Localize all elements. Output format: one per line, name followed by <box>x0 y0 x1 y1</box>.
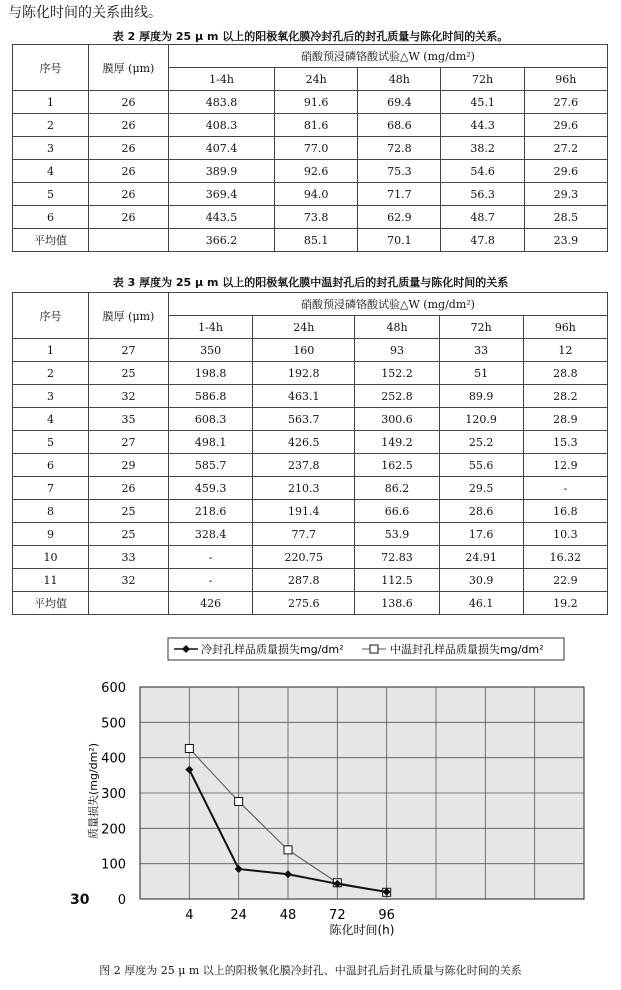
table3-cell-index: 7 <box>13 477 89 500</box>
table2-cell-index: 6 <box>13 206 89 229</box>
table3-cell-value: 191.4 <box>253 500 355 523</box>
table3-cell-index: 4 <box>13 408 89 431</box>
plot-area <box>101 681 584 923</box>
table3-cell-value: 300.6 <box>355 408 439 431</box>
table3-row <box>13 454 608 477</box>
table2-cell-thickness: 26 <box>89 206 169 229</box>
table2-header-time: 24h <box>275 68 358 91</box>
table3-cell-value: 22.9 <box>523 569 607 592</box>
table2-cell-thickness: 26 <box>89 91 169 114</box>
table2-cell-value: 45.1 <box>441 91 524 114</box>
table2-cell-value: 23.9 <box>524 229 607 252</box>
table3-cell-value: 608.3 <box>169 408 253 431</box>
table3-cell-value: 160 <box>253 339 355 362</box>
table2-row <box>13 114 608 137</box>
table3-cell-value: 459.3 <box>169 477 253 500</box>
table2-cell-value: 389.9 <box>169 160 275 183</box>
table2-cell-value: 47.8 <box>441 229 524 252</box>
table3-cell-value: 328.4 <box>169 523 253 546</box>
y-tick-label: 600 <box>101 681 126 696</box>
table3-row <box>13 385 608 408</box>
y-tick-label: 100 <box>101 857 126 873</box>
table2-header-time: 72h <box>441 68 524 91</box>
table3-cell-thickness: 25 <box>89 362 169 385</box>
table3-cell-value: 33 <box>439 339 523 362</box>
table2-cell-value: 56.3 <box>441 183 524 206</box>
table3-cell-value: - <box>523 477 607 500</box>
table3-cell-thickness: 32 <box>89 385 169 408</box>
table3-row <box>13 546 608 569</box>
legend-label-mid: 中温封孔样品质量损失mg/dm² <box>390 643 544 656</box>
table3-cell-thickness: 29 <box>89 454 169 477</box>
table2-cell-thickness <box>89 229 169 252</box>
table3-cell-value: 287.8 <box>253 569 355 592</box>
table2-cell-value: 91.6 <box>275 91 358 114</box>
table3-row <box>13 477 608 500</box>
table2-header-time: 48h <box>358 68 441 91</box>
table3-header-index: 序号 <box>13 293 89 339</box>
table3-row <box>13 500 608 523</box>
table3-cell-value: 55.6 <box>439 454 523 477</box>
legend-marker-mid <box>370 645 378 653</box>
x-tick-label: 96 <box>378 908 395 923</box>
table2-cell-value: 27.2 <box>524 137 607 160</box>
table3-cell-thickness: 35 <box>89 408 169 431</box>
x-axis-label: 陈化时间(h) <box>329 923 395 937</box>
table3-cell-value: 89.9 <box>439 385 523 408</box>
table3-row <box>13 592 608 615</box>
table3-cell-index: 6 <box>13 454 89 477</box>
table2-cell-value: 94.0 <box>275 183 358 206</box>
table3-cell-value: 350 <box>169 339 253 362</box>
y-tick-label: 0 <box>117 893 126 908</box>
table2-cell-value: 54.6 <box>441 160 524 183</box>
table2-cell-value: 71.7 <box>358 183 441 206</box>
table2-header-index: 序号 <box>13 45 89 91</box>
table3-cell-value: 10.3 <box>523 523 607 546</box>
table3-cell-index: 平均值 <box>13 592 89 615</box>
table3-cell-thickness <box>89 592 169 615</box>
table3-header-time: 72h <box>439 316 523 339</box>
table3-row <box>13 408 608 431</box>
table3-cell-value: 463.1 <box>253 385 355 408</box>
y-tick-label: 200 <box>101 822 126 838</box>
table3-cell-value: 24.91 <box>439 546 523 569</box>
table3-cell-thickness: 25 <box>89 523 169 546</box>
table3-caption: 表 3 厚度为 25 μ m 以上的阳极氧化膜中温封孔后的封孔质量与陈化时间的关系 <box>112 276 509 289</box>
table3-cell-value: 138.6 <box>355 592 439 615</box>
table2-cell-value: 29.3 <box>524 183 607 206</box>
table3-cell-index: 3 <box>13 385 89 408</box>
legend-label-cold: 冷封孔样品质量损失mg/dm² <box>201 643 344 656</box>
table3-cell-thickness: 33 <box>89 546 169 569</box>
table3-cell-value: 198.8 <box>169 362 253 385</box>
table3-cell-value: 12.9 <box>523 454 607 477</box>
table3-cell-value: 192.8 <box>253 362 355 385</box>
table3-cell-value: 162.5 <box>355 454 439 477</box>
table3-cell-value: 51 <box>439 362 523 385</box>
table2-cell-value: 38.2 <box>441 137 524 160</box>
intro-text: 与陈化时间的关系曲线。 <box>8 5 162 21</box>
table3-row <box>13 569 608 592</box>
table3-cell-value: 86.2 <box>355 477 439 500</box>
table2-cell-value: 75.3 <box>358 160 441 183</box>
table3-cell-value: 120.9 <box>439 408 523 431</box>
table3-cell-value: 15.3 <box>523 431 607 454</box>
table3-cell-value: 563.7 <box>253 408 355 431</box>
table2-row <box>13 160 608 183</box>
table3-cell-value: - <box>169 546 253 569</box>
table2-cell-value: 68.6 <box>358 114 441 137</box>
table2-cell-value: 77.0 <box>275 137 358 160</box>
table3-cell-value: 152.2 <box>355 362 439 385</box>
y-axis-label: 质量损失(mg/dm²) <box>87 742 100 840</box>
table3-header-time: 96h <box>523 316 607 339</box>
table2-cell-value: 366.2 <box>169 229 275 252</box>
table3-header-time: 1-4h <box>169 316 253 339</box>
y-tick-label: 500 <box>101 716 126 732</box>
table2-cell-value: 407.4 <box>169 137 275 160</box>
line-chart <box>0 630 621 960</box>
table3-cell-thickness: 26 <box>89 477 169 500</box>
table3-cell-index: 10 <box>13 546 89 569</box>
table3-cell-value: 275.6 <box>253 592 355 615</box>
table2-cell-value: 483.8 <box>169 91 275 114</box>
table2-cell-thickness: 26 <box>89 137 169 160</box>
table3-cell-value: 16.32 <box>523 546 607 569</box>
table3-cell-thickness: 32 <box>89 569 169 592</box>
table3-cell-value: 586.8 <box>169 385 253 408</box>
table2-cell-index: 3 <box>13 137 89 160</box>
table2 <box>12 44 608 252</box>
table3-cell-value: 77.7 <box>253 523 355 546</box>
data-point-mid-temp <box>284 846 292 854</box>
table2-cell-thickness: 26 <box>89 160 169 183</box>
y-tick-label: 400 <box>101 751 126 767</box>
table2-row <box>13 206 608 229</box>
table3-cell-value: 585.7 <box>169 454 253 477</box>
table3-cell-value: 19.2 <box>523 592 607 615</box>
y-tick-label: 300 <box>101 787 126 802</box>
table2-cell-value: 369.4 <box>169 183 275 206</box>
table3-cell-index: 11 <box>13 569 89 592</box>
table3-header-thickness: 膜厚 (μm) <box>89 293 169 339</box>
table2-cell-index: 5 <box>13 183 89 206</box>
table2-cell-value: 81.6 <box>275 114 358 137</box>
table2-header-time: 96h <box>524 68 607 91</box>
table3-cell-index: 1 <box>13 339 89 362</box>
table2-cell-value: 29.6 <box>524 160 607 183</box>
table3-cell-value: - <box>169 569 253 592</box>
table3-cell-value: 28.6 <box>439 500 523 523</box>
table3-cell-value: 210.3 <box>253 477 355 500</box>
table3-cell-thickness: 25 <box>89 500 169 523</box>
table3-cell-value: 53.9 <box>355 523 439 546</box>
table2-cell-index: 2 <box>13 114 89 137</box>
table3-cell-value: 72.83 <box>355 546 439 569</box>
table3-cell-value: 46.1 <box>439 592 523 615</box>
table3-cell-value: 218.6 <box>169 500 253 523</box>
chart-legend <box>168 638 564 660</box>
table2-cell-value: 408.3 <box>169 114 275 137</box>
table3 <box>12 292 608 615</box>
table3-cell-value: 16.8 <box>523 500 607 523</box>
table2-cell-value: 29.6 <box>524 114 607 137</box>
table2-cell-value: 28.5 <box>524 206 607 229</box>
table3-cell-value: 12 <box>523 339 607 362</box>
table2-cell-index: 1 <box>13 91 89 114</box>
table3-cell-value: 93 <box>355 339 439 362</box>
table2-cell-value: 27.6 <box>524 91 607 114</box>
x-tick-label: 72 <box>329 908 346 923</box>
table3-cell-value: 30.9 <box>439 569 523 592</box>
table3-cell-value: 28.8 <box>523 362 607 385</box>
page-number: 30 <box>70 892 90 908</box>
table3-cell-value: 252.8 <box>355 385 439 408</box>
table2-cell-index: 4 <box>13 160 89 183</box>
table3-header-time: 24h <box>253 316 355 339</box>
figure-caption: 图 2 厚度为 25 μ m 以上的阳极氧化膜冷封孔、中温封孔后封孔质量与陈化时间的关系 <box>99 964 522 977</box>
table3-cell-value: 66.6 <box>355 500 439 523</box>
table3-cell-value: 237.8 <box>253 454 355 477</box>
table2-row <box>13 137 608 160</box>
table2-header-time: 1-4h <box>169 68 275 91</box>
table2-header-thickness: 膜厚 (μm) <box>89 45 169 91</box>
table2-cell-value: 44.3 <box>441 114 524 137</box>
table3-cell-index: 8 <box>13 500 89 523</box>
table3-cell-value: 426.5 <box>253 431 355 454</box>
table3-header-test: 硝酸预浸磷铬酸试验△W (mg/dm²) <box>169 293 608 316</box>
table3-row <box>13 523 608 546</box>
table2-cell-thickness: 26 <box>89 114 169 137</box>
table3-cell-index: 2 <box>13 362 89 385</box>
x-tick-label: 24 <box>230 908 247 923</box>
table3-row <box>13 339 608 362</box>
data-point-mid-temp <box>185 744 193 752</box>
table3-cell-value: 149.2 <box>355 431 439 454</box>
table2-cell-value: 70.1 <box>358 229 441 252</box>
table2-cell-value: 69.4 <box>358 91 441 114</box>
table3-cell-value: 25.2 <box>439 431 523 454</box>
x-tick-label: 48 <box>279 908 297 923</box>
table2-cell-thickness: 26 <box>89 183 169 206</box>
table3-cell-index: 5 <box>13 431 89 454</box>
table3-cell-value: 220.75 <box>253 546 355 569</box>
table3-cell-index: 9 <box>13 523 89 546</box>
table2-caption: 表 2 厚度为 25 μ m 以上的阳极氧化膜冷封孔后的封孔质量与陈化时间的关系。 <box>112 30 509 43</box>
table3-row <box>13 431 608 454</box>
table3-cell-value: 426 <box>169 592 253 615</box>
table3-cell-value: 112.5 <box>355 569 439 592</box>
table2-row <box>13 229 608 252</box>
table3-cell-value: 17.6 <box>439 523 523 546</box>
table3-cell-value: 28.9 <box>523 408 607 431</box>
table2-row <box>13 183 608 206</box>
table3-cell-value: 29.5 <box>439 477 523 500</box>
table2-row <box>13 91 608 114</box>
data-point-mid-temp <box>235 797 243 805</box>
table3-cell-value: 28.2 <box>523 385 607 408</box>
table2-cell-value: 62.9 <box>358 206 441 229</box>
table2-cell-value: 443.5 <box>169 206 275 229</box>
table2-cell-value: 73.8 <box>275 206 358 229</box>
table2-cell-value: 48.7 <box>441 206 524 229</box>
table2-cell-value: 85.1 <box>275 229 358 252</box>
table2-header-test: 硝酸预浸磷铬酸试验△W (mg/dm²) <box>169 45 608 68</box>
table2-cell-value: 92.6 <box>275 160 358 183</box>
table3-cell-value: 498.1 <box>169 431 253 454</box>
table3-header-time: 48h <box>355 316 439 339</box>
table3-row <box>13 362 608 385</box>
x-tick-label: 4 <box>185 908 194 923</box>
table3-cell-thickness: 27 <box>89 431 169 454</box>
table2-cell-value: 72.8 <box>358 137 441 160</box>
table2-cell-index: 平均值 <box>13 229 89 252</box>
table3-cell-thickness: 27 <box>89 339 169 362</box>
